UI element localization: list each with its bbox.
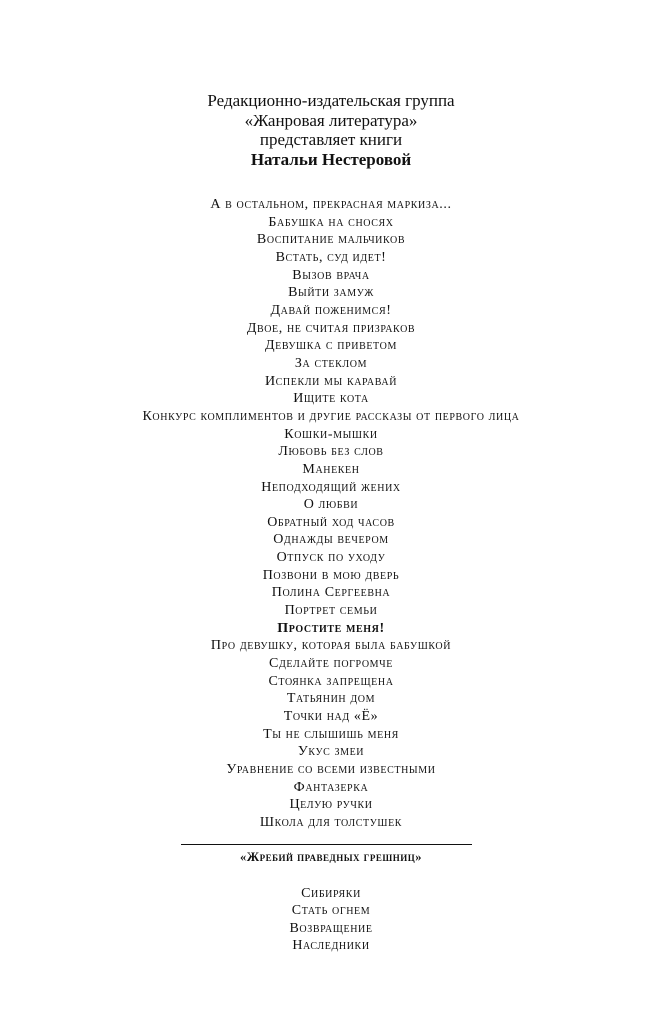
book-title: Встать, суд идет! bbox=[275, 249, 387, 265]
book-title: А в остальном, прекрасная маркиза... bbox=[210, 197, 452, 212]
book-title: Конкурс комплиментов и другие рассказы от первого лица bbox=[142, 408, 520, 424]
book-title: Стоянка запрещена bbox=[268, 673, 394, 689]
book-title: Девушка с приветом bbox=[265, 338, 397, 354]
book-title: Ищите кота bbox=[293, 391, 369, 407]
book-title: За стеклом bbox=[294, 355, 368, 371]
book-title: Отпуск по уходу bbox=[276, 550, 386, 566]
book-title: Портрет семьи bbox=[284, 603, 378, 619]
book-title: Ты не слышишь меня bbox=[263, 726, 399, 742]
book-title: Укус змеи bbox=[297, 744, 365, 760]
book-title: Простите меня! bbox=[277, 620, 385, 636]
book-title: Полина Сергеевна bbox=[271, 585, 391, 601]
book-title: О любви bbox=[303, 497, 359, 513]
book-title: Про девушку, которая была бабушкой bbox=[210, 638, 452, 654]
book-list bbox=[0, 196, 662, 832]
book-title: Кошки-мышки bbox=[284, 426, 378, 442]
series-title: «Жребий праведных грешниц» bbox=[239, 850, 423, 864]
book-title: Целую ручки bbox=[289, 797, 373, 813]
book-title: Уравнение со всеми известными bbox=[226, 762, 436, 777]
series-book-title: Наследники bbox=[292, 937, 370, 953]
book-title: Вызов врача bbox=[292, 267, 370, 283]
book-title: Сделайте погромче bbox=[269, 656, 393, 672]
book-title: Воспитание мальчиков bbox=[256, 232, 406, 248]
book-title: Точки над «Ё» bbox=[283, 709, 379, 725]
series-book-title: Стать огнем bbox=[291, 903, 371, 919]
divider bbox=[181, 844, 472, 845]
imprint-line: «Жанровая литература» bbox=[244, 110, 418, 130]
series-book-title: Сибиряки bbox=[301, 886, 361, 901]
publisher-line: Редакционно-издательская группа bbox=[207, 91, 455, 110]
book-title: Неподходящий жених bbox=[261, 479, 401, 495]
book-title: Школа для толстушек bbox=[259, 814, 403, 830]
presents-line: представляет книги bbox=[259, 130, 403, 149]
series-book-list bbox=[0, 885, 662, 954]
book-title: Позвони в мою дверь bbox=[262, 567, 400, 583]
book-title: Двое, не считая призраков bbox=[246, 320, 416, 336]
book-title: Любовь без слов bbox=[278, 444, 384, 460]
book-title: Татьянин дом bbox=[286, 691, 376, 707]
book-title: Выйти замуж bbox=[288, 285, 374, 301]
author-name: Натальи Нестеровой bbox=[250, 149, 412, 169]
book-title: Фантазерка bbox=[293, 779, 369, 795]
book-title: Однажды вечером bbox=[273, 532, 389, 548]
publisher-header bbox=[0, 91, 662, 169]
book-title: Испекли мы каравай bbox=[264, 373, 398, 389]
book-title: Манекен bbox=[302, 461, 360, 477]
book-title: Давай поженимся! bbox=[270, 302, 392, 318]
series-book-title: Возвращение bbox=[289, 920, 373, 936]
book-title: Обратный ход часов bbox=[267, 514, 395, 530]
book-title: Бабушка на сносях bbox=[268, 214, 394, 230]
